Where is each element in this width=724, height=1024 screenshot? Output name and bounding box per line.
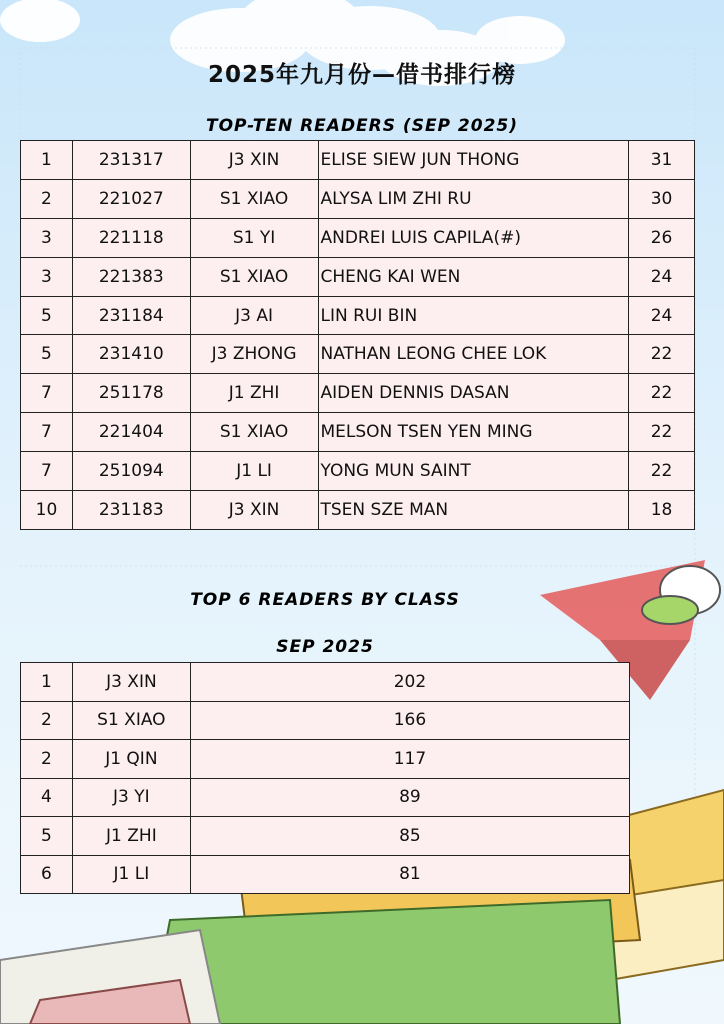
table-row: [21, 452, 695, 491]
top-ten-heading: TOP-TEN READERS (SEP 2025): [205, 116, 519, 136]
rank-cell: 1: [21, 141, 73, 180]
rank-cell: 5: [21, 817, 73, 856]
class-cell: S1 XIAO: [190, 257, 318, 296]
rank-cell: 2: [21, 740, 73, 779]
table-row: [21, 141, 695, 180]
rank-cell: 1: [21, 663, 73, 702]
table-row: [21, 296, 695, 335]
rank-cell: 7: [21, 413, 73, 452]
table-row: [21, 740, 630, 779]
table-row: [21, 413, 695, 452]
rank-cell: 3: [21, 257, 73, 296]
count-cell: 22: [629, 374, 695, 413]
table-row: [21, 663, 630, 702]
table-row: [21, 374, 695, 413]
student-id-cell: 251094: [72, 452, 190, 491]
name-cell: MELSON TSEN YEN MING: [318, 413, 629, 452]
class-cell: J3 XIN: [72, 663, 190, 702]
student-id-cell: 221118: [72, 218, 190, 257]
class-cell: J3 XIN: [190, 491, 318, 530]
rank-cell: 5: [21, 296, 73, 335]
student-id-cell: 221027: [72, 179, 190, 218]
class-cell: J1 ZHI: [190, 374, 318, 413]
table-row: [21, 335, 695, 374]
count-cell: 85: [190, 817, 629, 856]
table-row: [21, 817, 630, 856]
name-cell: CHENG KAI WEN: [318, 257, 629, 296]
count-cell: 22: [629, 413, 695, 452]
by-class-table: [20, 662, 630, 894]
count-cell: 22: [629, 335, 695, 374]
rank-cell: 5: [21, 335, 73, 374]
table-row: [21, 491, 695, 530]
name-cell: ANDREI LUIS CAPILA(#): [318, 218, 629, 257]
page-title: 2025年九月份—借书排行榜: [207, 62, 516, 88]
table-row: [21, 179, 695, 218]
table-row: [21, 218, 695, 257]
count-cell: 30: [629, 179, 695, 218]
class-cell: S1 XIAO: [190, 413, 318, 452]
table-row: [21, 855, 630, 894]
class-cell: J1 QIN: [72, 740, 190, 779]
rank-cell: 7: [21, 374, 73, 413]
rank-cell: 3: [21, 218, 73, 257]
class-cell: J1 ZHI: [72, 817, 190, 856]
table-row: [21, 701, 630, 740]
rank-cell: 2: [21, 701, 73, 740]
class-cell: J3 AI: [190, 296, 318, 335]
class-cell: J3 XIN: [190, 141, 318, 180]
student-id-cell: 221404: [72, 413, 190, 452]
count-cell: 117: [190, 740, 629, 779]
class-cell: J1 LI: [190, 452, 318, 491]
class-cell: J1 LI: [72, 855, 190, 894]
name-cell: NATHAN LEONG CHEE LOK: [318, 335, 629, 374]
by-class-heading: TOP 6 READERS BY CLASS: [190, 590, 460, 610]
student-id-cell: 231410: [72, 335, 190, 374]
name-cell: YONG MUN SAINT: [318, 452, 629, 491]
class-cell: J3 ZHONG: [190, 335, 318, 374]
table-row: [21, 778, 630, 817]
name-cell: ALYSA LIM ZHI RU: [318, 179, 629, 218]
count-cell: 166: [190, 701, 629, 740]
count-cell: 31: [629, 141, 695, 180]
count-cell: 26: [629, 218, 695, 257]
class-cell: S1 XIAO: [190, 179, 318, 218]
count-cell: 202: [190, 663, 629, 702]
class-cell: S1 YI: [190, 218, 318, 257]
student-id-cell: 221383: [72, 257, 190, 296]
table-row: [21, 257, 695, 296]
class-cell: J3 YI: [72, 778, 190, 817]
count-cell: 24: [629, 296, 695, 335]
student-id-cell: 251178: [72, 374, 190, 413]
rank-cell: 4: [21, 778, 73, 817]
rank-cell: 10: [21, 491, 73, 530]
rank-cell: 7: [21, 452, 73, 491]
name-cell: LIN RUI BIN: [318, 296, 629, 335]
count-cell: 89: [190, 778, 629, 817]
by-class-subheading: SEP 2025: [276, 637, 374, 657]
class-cell: S1 XIAO: [72, 701, 190, 740]
student-id-cell: 231317: [72, 141, 190, 180]
rank-cell: 2: [21, 179, 73, 218]
top-ten-table: [20, 140, 695, 530]
name-cell: AIDEN DENNIS DASAN: [318, 374, 629, 413]
name-cell: TSEN SZE MAN: [318, 491, 629, 530]
student-id-cell: 231183: [72, 491, 190, 530]
count-cell: 18: [629, 491, 695, 530]
rank-cell: 6: [21, 855, 73, 894]
count-cell: 81: [190, 855, 629, 894]
student-id-cell: 231184: [72, 296, 190, 335]
count-cell: 22: [629, 452, 695, 491]
count-cell: 24: [629, 257, 695, 296]
name-cell: ELISE SIEW JUN THONG: [318, 141, 629, 180]
